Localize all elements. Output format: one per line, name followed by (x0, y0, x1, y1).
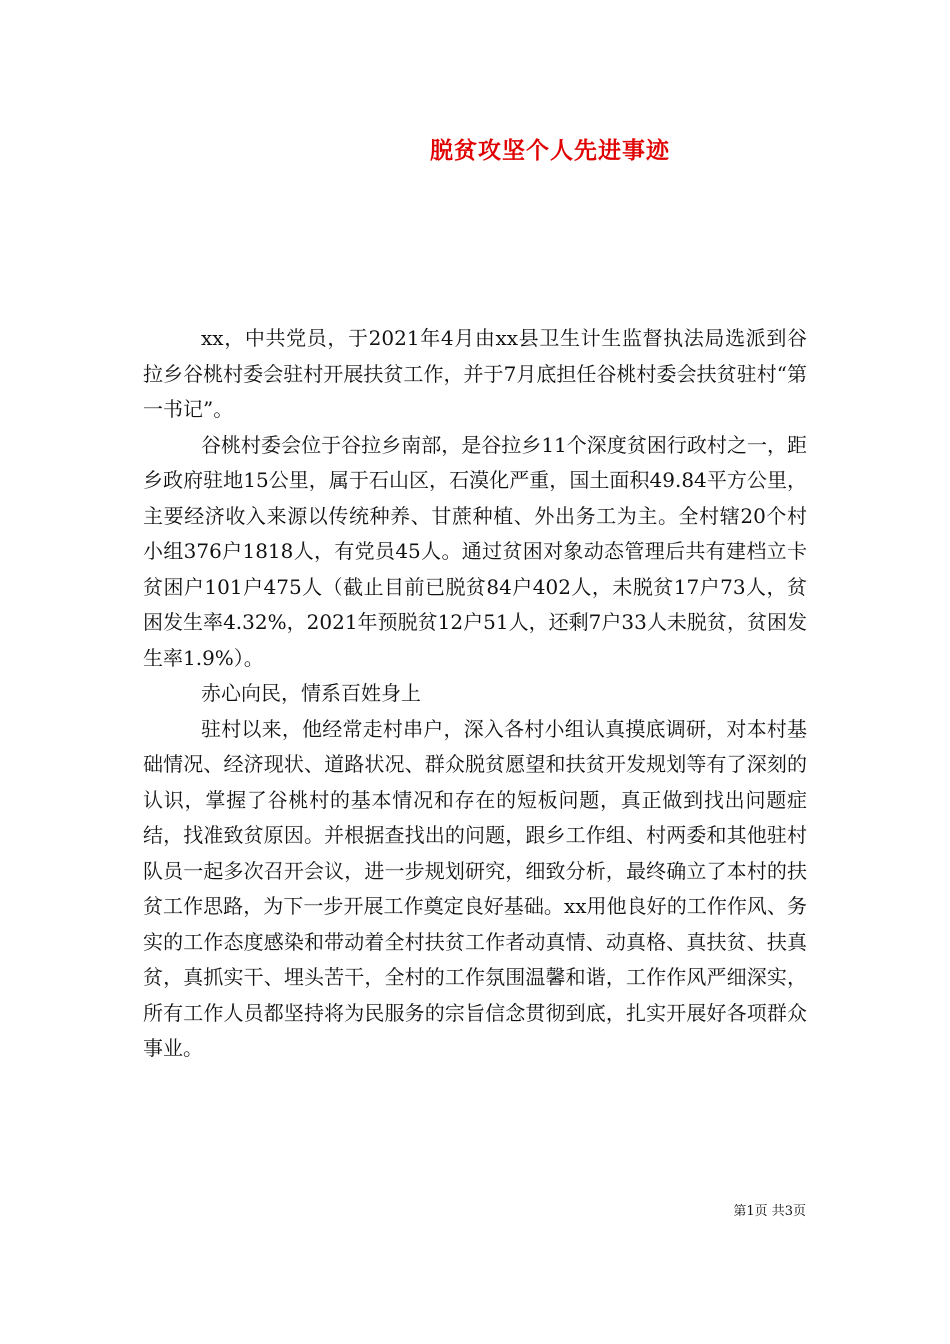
paragraph-village-overview: 谷桃村委会位于谷拉乡南部，是谷拉乡11个深度贫困行政村之一，距乡政府驻地15公里，属于石山区，石漠化严重，国土面积49.84平方公里，主要经济收入来源以传统种养、甘蔗种植、外出务工为主。全村辖20个村小组376户1818人，有党员45人。通过贫困对象动态管理后共有建档立卡贫困户101户475人（截止目前已脱贫84户402人，未脱贫17户73人，贫困发生率4.32%，2021年预脱贫12户51人，还剩7户33人未脱贫，贫困发生率1.9%）。 (143, 432, 807, 670)
document-body (143, 321, 807, 1067)
page-number-footer: 第1页 共3页 (733, 1204, 806, 1219)
paragraph-intro: xx，中共党员，于2021年4月由xx县卫生计生监督执法局选派到谷拉乡谷桃村委会驻村开展扶贫工作，并于7月底担任谷桃村委会扶贫驻村“第一书记”。 (143, 326, 807, 421)
page-title: 脱贫攻坚个人先进事迹 (430, 137, 670, 164)
paragraph-work-summary: 驻村以来，他经常走村串户，深入各村小组认真摸底调研，对本村基础情况、经济现状、道路状况、群众脱贫愿望和扶贫开发规划等有了深刻的认识，掌握了谷桃村的基本情况和存在的短板问题，真正做到找出问题症结，找准致贫原因。并根据查找出的问题，跟乡工作组、村两委和其他驻村队员一起多次召开会议，进一步规划研究，细致分析，最终确立了本村的扶贫工作思路，为下一步开展工作奠定良好基础。xx用他良好的工作作风、务实的工作态度感染和带动着全村扶贫工作者动真情、动真格、真扶贫、扶真贫，真抓实干、埋头苦干，全村的工作氛围温馨和谐，工作作风严细深实，所有工作人员都坚持将为民服务的宗旨信念贯彻到底，扎实开展好各项群众事业。 (143, 716, 807, 1060)
section-heading: 赤心向民，情系百姓身上 (201, 681, 421, 705)
